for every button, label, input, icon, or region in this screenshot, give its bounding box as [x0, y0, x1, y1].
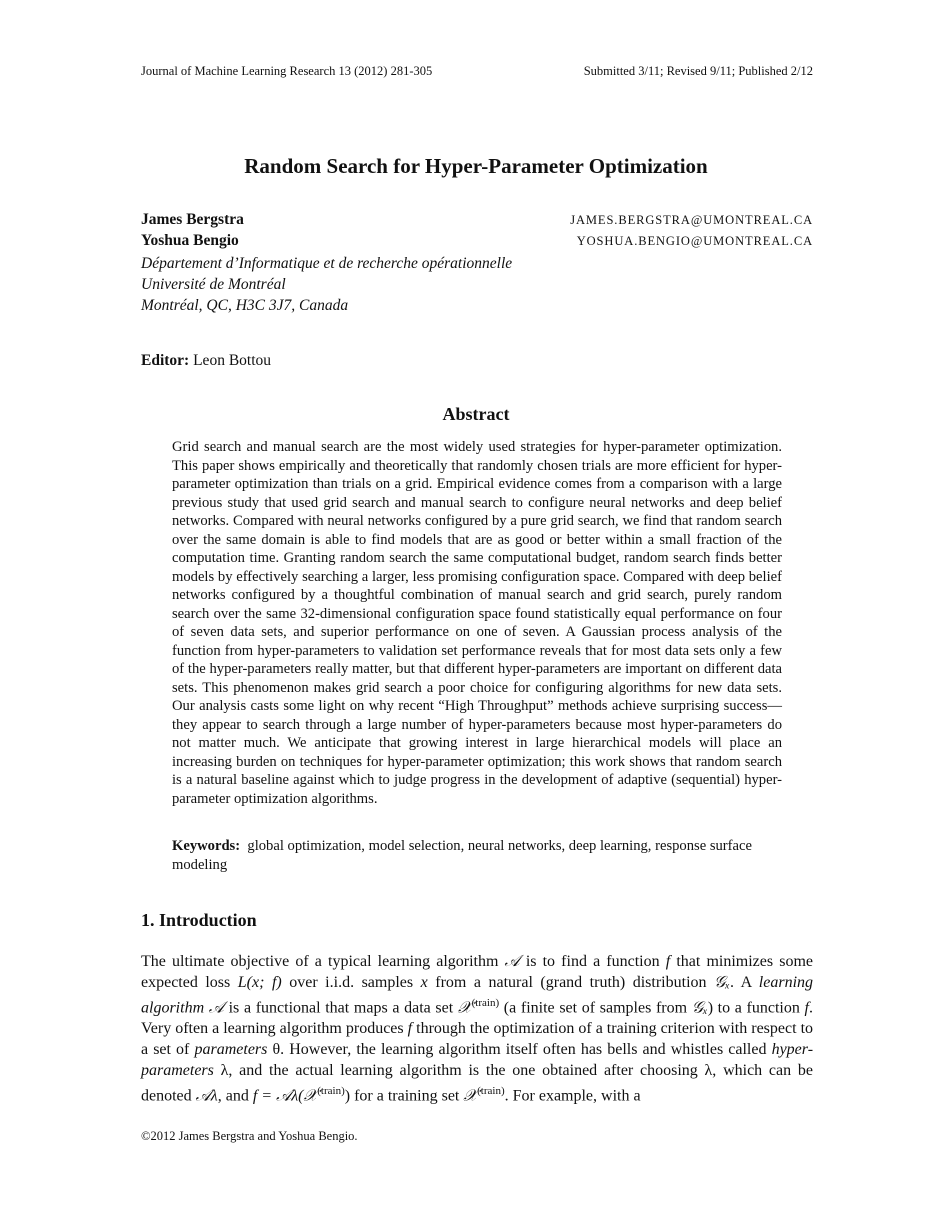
author-name: Yoshua Bengio — [141, 232, 239, 249]
journal-citation: Journal of Machine Learning Research 13 (2012) 281-305 — [141, 64, 433, 78]
intro-paragraph: The ultimate objective of a typical learning algorithm 𝒜 is to find a function f that minimizes some expected loss L(x; f) over i.i.d. samples x from a natural (grand truth) distribution 𝒢ₓ. A learning algorithm 𝒜 is a functional that maps a data set 𝒳$^{(train)}$ (a finite set of samples from 𝒢ₓ) to a function f. Very often a learning algorithm produces f through the optimization of a training criterion with respect to a set of parameters θ. However, the learning algorithm itself often has bells and whistles called hyper-parameters λ, and the actual learning algorithm is the one obtained after choosing λ, which can be denoted 𝒜λ, and f = 𝒜λ(𝒳$^{(train)}$) for a training set 𝒳$^{(train)}$. For example, with a — [141, 953, 814, 1105]
affiliation-address: Montréal, QC, H3C 3J7, Canada — [141, 297, 349, 314]
author-email[interactable]: JAMES.BERGSTRA@UMONTREAL.CA — [570, 213, 813, 227]
keywords — [172, 837, 782, 875]
running-header — [141, 64, 813, 79]
editor-label: Editor: — [141, 352, 190, 369]
affiliation-university: Université de Montréal — [141, 276, 286, 293]
copyright-notice: ©2012 James Bergstra and Yoshua Bengio. — [141, 1129, 358, 1143]
abstract-heading: Abstract — [442, 404, 510, 424]
paper-title: Random Search for Hyper-Parameter Optimization — [244, 154, 708, 178]
author-email[interactable]: YOSHUA.BENGIO@UMONTREAL.CA — [576, 234, 813, 248]
editor-line — [141, 352, 271, 370]
affiliation-department: Département d’Informatique et de recherche opérationnelle — [141, 255, 513, 272]
editor-name: Leon Bottou — [193, 352, 272, 369]
author-row — [141, 232, 813, 253]
section-heading: 1. Introduction — [141, 910, 257, 930]
abstract-text: Grid search and manual search are the most widely used strategies for hyper-parameter optimization. This paper shows empirically and theoretically that randomly chosen trials are more efficient for hyper-parameter optimization than trials on a grid. Empirical evidence comes from a comparison with a large previous study that used grid search and manual search to configure neural networks and deep belief networks. Compared with neural networks configured by a pure grid search, we find that random search over the same domain is able to find models that are as good or better within a small fraction of the computation time. Granting random search the same computational budget, random search finds better models by effectively searching a larger, less promising configuration space. Compared with deep belief networks configured by a thoughtful combination of manual search and grid search, purely random search over the same 32-dimensional configuration space found statistically equal performance on four of seven data sets, and superior performance on one of seven. A Gaussian process analysis of the function from hyper-parameters to validation set performance reveals that for most data sets only a few of the hyper-parameters really matter, but that different hyper-parameters are important on different data sets. This phenomenon makes grid search a poor choice for configuring algorithms for new data sets. Our analysis casts some light on why recent “High Throughput” methods achieve surprising success—they appear to search through a large number of hyper-parameters because most hyper-parameters do not matter much. We anticipate that growing interest in large hierarchical models will place an increasing burden on techniques for hyper-parameter optimization; this work shows that random search is a natural baseline against which to judge progress in the development of adaptive (sequential) hyper-parameter optimization algorithms. — [172, 439, 782, 807]
author-name: James Bergstra — [141, 211, 244, 228]
author-block — [141, 211, 813, 316]
keywords-label: Keywords: — [172, 838, 241, 854]
keywords-text: global optimization, model selection, neural networks, deep learning, response surface modeling — [172, 838, 752, 873]
submission-dates: Submitted 3/11; Revised 9/11; Published 2/12 — [583, 64, 813, 78]
author-row — [141, 211, 813, 232]
